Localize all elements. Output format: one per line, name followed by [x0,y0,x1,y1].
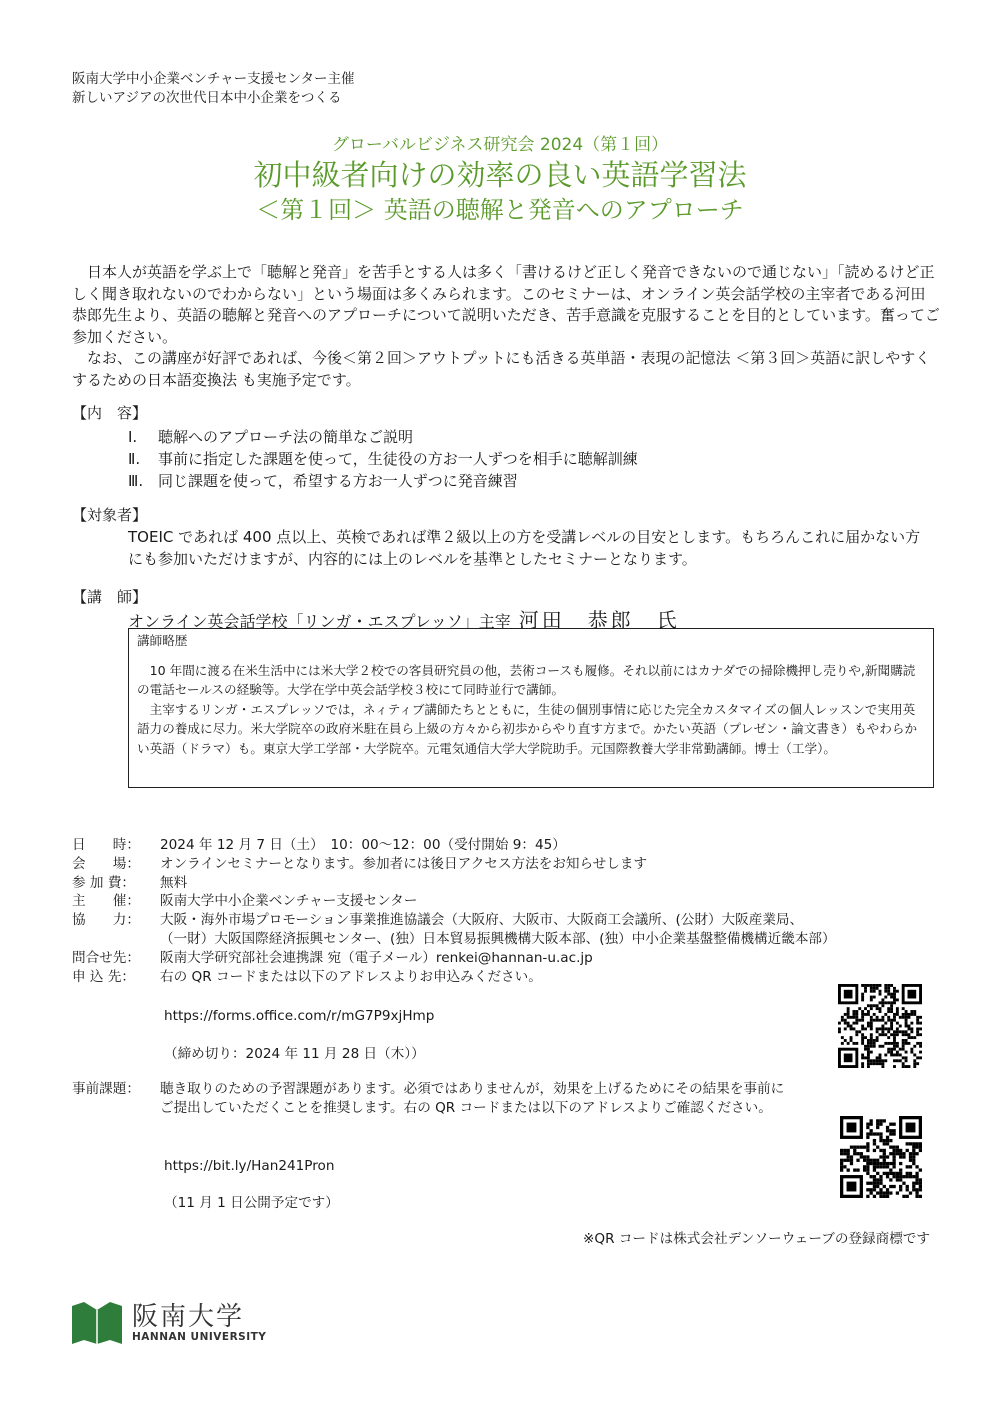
hannan-logo-mark-icon [70,1300,124,1346]
detail-value: オンラインセミナーとなります。参加者には後日アクセス方法をお知らせします [160,855,648,872]
apply-url-link[interactable]: https://forms.office.com/r/mG7P9xjHmp [164,1008,435,1024]
list-item-text: 聴解へのアプローチ法の簡単なご説明 [158,428,414,446]
university-logo [70,1300,266,1346]
target-text: TOEIC であれば 400 点以上、英検であれば準２級以上の方を受講レベルの目安とします。もちろんこれに届かない方にも参加いただけますが、内容的には上のレベルを基準としたセミナーとなります。 [128,528,921,568]
list-item [128,448,638,470]
detail-label [72,930,160,949]
qr-trademark-note: ※QR コードは株式会社デンソーウェーブの登録商標です [582,1231,930,1247]
target-heading: 【対象者】 [72,506,148,524]
title-block [0,134,1000,226]
list-item-number: Ⅰ. [128,428,138,446]
bio-paragraph-2: 主宰するリンガ・エスプレッソでは，ネィティブ講師たちとともに，生徒の個別事情に応じた完全カスタマイズの個人レッスンで実用英語力の養成に尽力。米大学院卒の政府米駐在員ら上級の方々から初歩からやり直す方まで。かたい英語（プレゼン・論文書き）もやわらかい英語（ドラマ）も。東京大学工学部・大学院卒。元電気通信大学大学院助手。元国際教養大学非常勤講師。博士（工学）。 [137,701,918,756]
detail-row [72,874,836,893]
detail-label: 主 催： [72,893,140,910]
header [72,70,355,108]
assignment-row [72,1080,792,1118]
sub-title: ＜第１回＞ 英語の聴解と発音へのアプローチ [256,196,744,224]
intro [72,262,940,391]
bio-box [128,628,934,788]
assignment-url-link[interactable]: https://bit.ly/Han241Pron [164,1158,335,1174]
detail-value: 阪南大学研究部社会連携課 宛（電子メール）renkei@hannan-u.ac.jp [160,949,593,966]
detail-row [72,949,836,968]
detail-label: 参 加 費： [72,874,136,891]
series-title: グローバルビジネス研究会 2024（第１回） [331,135,669,155]
detail-label: 協 力： [72,912,140,929]
detail-row [72,911,836,930]
apply-qr-code[interactable] [838,984,922,1068]
list-item [128,426,638,448]
list-item-text: 事前に指定した課題を使って，生徒役の方お一人ずつを相手に聴解訓練 [158,450,638,468]
assignment-block [72,1080,792,1118]
list-item-text: 同じ課題を使って，希望する方お一人ずつに発音練習 [158,472,518,490]
main-title: 初中級者向けの効率の良い英語学習法 [253,158,747,192]
list-item [128,470,638,492]
detail-label: 日 時： [72,837,140,853]
assignment-qr-code[interactable] [840,1116,922,1198]
content-heading: 【内 容】 [72,404,148,422]
instructor-name: 河田 恭郎 氏 [518,608,680,632]
assignment-label: 事前課題： [72,1081,140,1097]
detail-row [72,968,836,987]
assignment-release: （11 月 1 日公開予定です） [164,1195,339,1211]
intro-paragraph-1: 日本人が英語を学ぶ上で「聴解と発音」を苦手とする人は多く「書けるけど正しく発音できないので通じない」「読めるけど正しく聞き取れないのでわからない」という場面は多くみられます。このセミナーは、オンライン英会話学校の主宰者である河田恭郎先生より、英語の聴解と発音へのアプローチについて説明いただき、苦手意識を克服することを目的としています。奮ってご参加ください。 [72,263,940,346]
detail-row [72,836,836,855]
instructor-affiliation: オンライン英会話学校「リンガ・エスプレッソ」主宰 [128,612,511,631]
detail-row [72,892,836,911]
detail-value: （一財）大阪国際経済振興センター、(独）日本貿易振興機構大阪本部、(独）中小企業基盤整備機構近畿本部） [160,930,836,947]
detail-value: 右の QR コードまたは以下のアドレスよりお申込みください。 [160,968,542,985]
bio-paragraph-1: 10 年間に渡る在米生活中には米大学２校での客員研究員の他，芸術コースも履修。それ以前にはカナダでの掃除機押し売りや,新聞購読の電話セールスの経験等。大学在学中英会話学校３校にて同時並行で講師。 [137,662,916,697]
event-details [72,836,836,986]
detail-row [72,930,836,949]
detail-label: 申 込 先： [72,968,136,985]
list-item-number: Ⅱ. [128,450,141,468]
bio-label: 講師略歴 [137,633,188,648]
detail-value: 無料 [160,874,188,891]
detail-label: 問合せ先： [72,949,140,966]
logo-text [132,1303,266,1343]
detail-value: 2024 年 12 月 7 日（土） 10：00〜12：00（受付開始 9：45） [160,837,566,853]
detail-value: 阪南大学中小企業ベンチャー支援センター [160,893,418,910]
logo-name-en: HANNAN UNIVERSITY [132,1331,267,1343]
organizer-text: 阪南大学中小企業ベンチャー支援センター主催 [72,71,355,87]
assignment-text: 聴き取りのための予習課題があります。必須ではありませんが，効果を上げるためにその結果を事前にご提出していただくことを推奨します。右の QR コードまたは以下のアドレスよりご確認ください。 [160,1081,785,1116]
logo-name-ja: 阪南大学 [132,1302,245,1332]
apply-deadline: （締め切り：2024 年 11 月 28 日（木）） [164,1046,425,1062]
detail-row [72,855,836,874]
list-item-number: Ⅲ. [128,472,144,490]
instructor-heading: 【講 師】 [72,588,148,606]
intro-paragraph-2: なお、この講座が好評であれば、今後＜第２回＞アウトプットにも活きる英単語・表現の記憶法 ＜第３回＞英語に訳しやすくするための日本語変換法 も実施予定です。 [72,349,931,389]
detail-value: 大阪・海外市場プロモーション事業推進協議会（大阪府、大阪市、大阪商工会議所、(公財）大阪産業局、 [160,912,804,929]
tagline-text: 新しいアジアの次世代日本中小企業をつくる [72,90,342,106]
content-list [128,426,638,492]
detail-label: 会 場： [72,855,140,872]
